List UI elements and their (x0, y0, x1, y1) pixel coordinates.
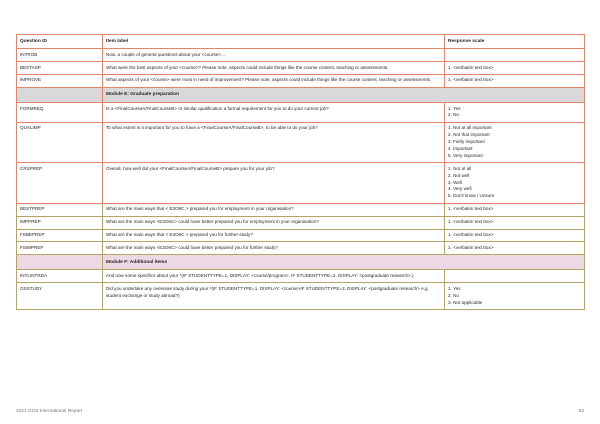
response-scale-cell (445, 74, 585, 87)
question-id-cell: INTROB (17, 49, 103, 62)
table-body (17, 49, 585, 310)
response-scale-option: 1. <verbatim text box> (448, 219, 494, 225)
section-row-spacer (17, 87, 103, 102)
response-scale-cell (445, 62, 585, 75)
item-label-cell: Overall, how well did your <FinalCourseA/FinalCourseB> prepare you for your job? (103, 163, 445, 203)
item-label-cell: Now, a couple of general questions about your <course>… (103, 49, 445, 62)
table-row (17, 283, 585, 310)
response-scale-option: 1. <verbatim text box> (448, 244, 494, 250)
response-scale-cell (445, 103, 585, 123)
response-scale-cell (445, 163, 585, 203)
item-label-cell: Is a <FinalCourseA/FinalCourseB> or similar qualification a formal requirement for you to do your current job? (103, 103, 445, 123)
table-row (17, 242, 585, 255)
response-scale-option: 1. Yes (448, 285, 461, 291)
table-row (17, 49, 585, 62)
table-row (17, 229, 585, 242)
response-scale-option: 2. Not that important (448, 132, 490, 138)
response-scale-option: 1. <verbatim text box> (448, 64, 494, 70)
question-id-cell: BESTASP (17, 62, 103, 75)
question-id-cell: FORMREQ (17, 103, 103, 123)
item-label-cell: What are the main ways <E3O6C> could have better prepared you for employment in your organisation? (103, 216, 445, 229)
table-row (17, 62, 585, 75)
question-id-cell: INTLINTRDA (17, 270, 103, 283)
response-scale-cell (445, 49, 585, 62)
question-id-cell: OSSTUDY (17, 283, 103, 310)
response-scale-option: 1. Not at all important (448, 125, 492, 131)
response-scale-option: 2. No (448, 112, 459, 118)
question-id-cell: QUALIMP (17, 122, 103, 162)
table-row (17, 74, 585, 87)
page-footer (16, 404, 584, 416)
response-scale-option: 5. Don't know / Unsure (448, 193, 495, 199)
footer-page-number: 53 (578, 407, 584, 413)
response-scale-option: 1. <verbatim text box> (448, 206, 494, 212)
table-row (17, 122, 585, 162)
response-scale-option: 2. No (448, 292, 459, 298)
table-section-header-row (17, 87, 585, 102)
item-label-cell: What are the main ways that < E3O6C > prepared you for employment in your organisation? (103, 203, 445, 216)
response-scale-option: 5. Very important (448, 152, 483, 158)
section-label: Module E: Graduate preparation (103, 87, 585, 102)
table-row (17, 163, 585, 203)
table-row (17, 103, 585, 123)
footer-report-title: 2021 GOS International Report (16, 407, 83, 413)
response-scale-option: 3. Not applicable (448, 299, 483, 305)
response-scale-cell (445, 216, 585, 229)
column-header-response-scale: Response scale (445, 35, 585, 49)
item-label-cell: What were the best aspects of your <course>? Please note, aspects could include things like the course content, teaching or assessments. (103, 62, 445, 75)
item-label-cell: To what extent is it important for you to have a <FinalCourseA/FinalCourseB>, to be able to do your job? (103, 122, 445, 162)
item-label-cell: And now some specifics about your *(IF STUDENTTYPE=1, DISPLAY: <course/program>, IF STUDENTTYPE=2, DISPLAY: <postgraduate research>.) (103, 270, 445, 283)
response-scale-option: 3. Well (448, 179, 462, 185)
response-scale-cell (445, 229, 585, 242)
response-scale-option: 3. Fairly important (448, 139, 485, 145)
question-id-cell: FSIMPREP (17, 242, 103, 255)
question-id-cell: BESTPREP (17, 203, 103, 216)
column-header-question-id: Question ID (17, 35, 103, 49)
table-header-row (17, 35, 585, 49)
table-section-header-row (17, 255, 585, 270)
item-label-cell: Did you undertake any overseas study during your *(IF STUDENTTYPE=1, DISPLAY: <course>IF STUDENTTYPE=2, DISPLAY: <postgraduate research> e.g. student exchange or study abroad?) (103, 283, 445, 310)
table-row (17, 203, 585, 216)
table-row (17, 270, 585, 283)
section-label: Module F: Additional items (103, 255, 585, 270)
response-scale-option: 2. Not well (448, 172, 470, 178)
response-scale-option: 1. <verbatim text box> (448, 232, 494, 238)
response-scale-option: 1. Not at all (448, 165, 472, 171)
response-scale-option: 4. Important (448, 146, 473, 151)
table-row (17, 216, 585, 229)
item-label-cell: What are the main ways <E3O6C> could have better prepared you for further study? (103, 242, 445, 255)
question-id-cell: FSBEPREP (17, 229, 103, 242)
item-label-cell: What aspects of your <course> were most in need of improvement? Please note, aspects could include things like the course content, teaching or assessments. (103, 74, 445, 87)
question-id-cell: CRSPREP (17, 163, 103, 203)
response-scale-cell (445, 270, 585, 283)
question-id-cell: IMPROVE (17, 74, 103, 87)
response-scale-cell (445, 122, 585, 162)
item-label-cell: What are the main ways that < E3O6C > prepared you for further study? (103, 229, 445, 242)
response-scale-cell (445, 203, 585, 216)
response-scale-option: 1. <verbatim text box> (448, 77, 494, 83)
response-scale-cell (445, 242, 585, 255)
question-items-table (16, 34, 585, 310)
response-scale-option: 1. Yes (448, 105, 461, 111)
column-header-item-label: Item label (103, 35, 445, 49)
question-id-cell: IMPPREP (17, 216, 103, 229)
response-scale-cell (445, 283, 585, 310)
section-row-spacer (17, 255, 103, 270)
response-scale-option: 4. Very well (448, 186, 472, 192)
